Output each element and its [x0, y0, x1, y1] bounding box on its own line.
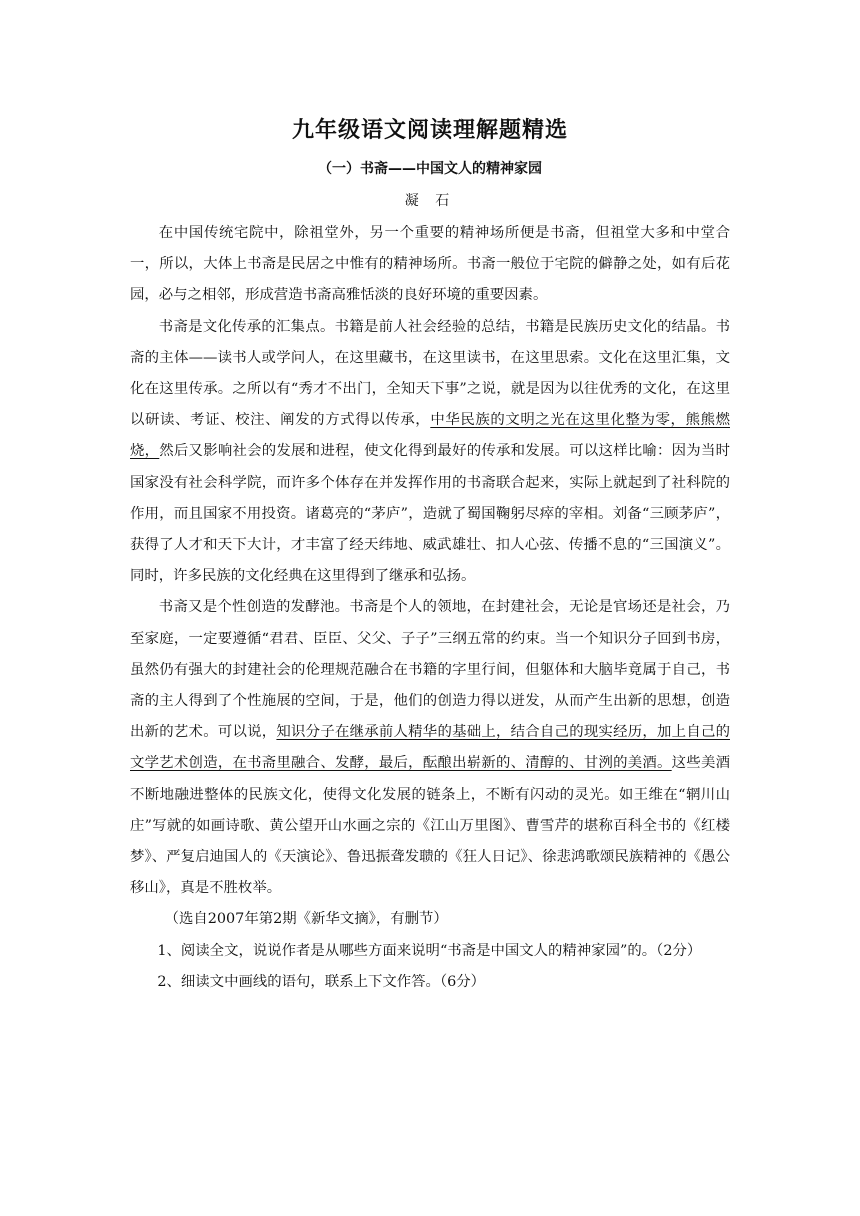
paragraph-1: 在中国传统宅院中，除祖堂外，另一个重要的精神场所便是书斋，但祖堂大多和中堂合一，所以，大体上书斋是民居之中惟有的精神场所。书斋一般位于宅院的僻静之处，如有后花园，必与之相邻，形成营造书斋高雅恬淡的良好环境的重要因素。	[130, 225, 730, 304]
source-note: （选自2007年第2期《新华文摘》，有删节）	[164, 911, 448, 928]
article-body	[130, 218, 730, 998]
paragraph-2-text-b: 然后又影响社会的发展和进程，使文化得到最好的传承和发展。可以这样比喻：因为当时国家没有社会科学院，而许多个体存在并发挥作用的书斋联合起来，实际上就起到了社科院的作用，而且国家不用投资。诸葛亮的“茅庐”，造就了蜀国鞠躬尽瘁的宰相。刘备“三顾茅庐”，获得了人才和天下大计，才丰富了经天纬地、威武雄壮、扣人心弦、传播不息的“三国演义”。同时，许多民族的文化经典在这里得到了继承和弘扬。	[130, 443, 730, 585]
paragraph-3-text-b: 这些美酒不断地融进整体的民族文化，使得文化发展的链条上，不断有闪动的灵光。如王维在“辋川山庄”写就的如画诗歌、黄公望开山水画之宗的《江山万里图》、曹雪芹的堪称百科全书的《红楼梦》、严复启迪国人的《天演论》、鲁迅振聋发聩的《狂人日记》、徐悲鸿歌颂民族精神的《愚公移山》，真是不胜枚举。	[130, 755, 730, 897]
question-1: 1、阅读全文，说说作者是从哪些方面来说明“书斋是中国文人的精神家园”的。（2分）	[157, 942, 702, 959]
paragraph-3-text-a: 书斋又是个性创造的发酵池。书斋是个人的领地，在封建社会，无论是官场还是社会，乃至家庭，一定要遵循“君君、臣臣、父父、子子”三纲五常的约束。当一个知识分子回到书房，虽然仍有强大的封建社会的伦理规范融合在书籍的字里行间，但躯体和大脑毕竟属于自己，书斋的主人得到了个性施展的空间，于是，他们的创造力得以迸发，从而产生出新的思想，创造出新的艺术。可以说，	[130, 599, 730, 741]
paragraph-2-text-a: 书斋是文化传承的汇集点。书籍是前人社会经验的总结，书籍是民族历史文化的结晶。书斋的主体——读书人或学问人，在这里藏书，在这里读书，在这里思索。文化在这里汇集，文化在这里传承。之所以有“秀才不出门，全知天下事”之说，就是因为以往优秀的文化，在这里以研读、考证、校注、阐发的方式得以传承，	[130, 318, 730, 429]
paragraph-2-underlined: 中华民族的文明之光在这里化整为零，熊熊燃烧，	[130, 412, 730, 460]
paragraph-3	[130, 592, 730, 904]
question-2: 2、细读文中画线的语句，联系上下文作答。（6分）	[157, 973, 486, 990]
document-title: 九年级语文阅读理解题精选	[291, 118, 568, 143]
article-subtitle: （一）书斋——中国文人的精神家园	[318, 161, 542, 177]
paragraph-2	[130, 312, 730, 593]
paragraph-3-underlined: 知识分子在继承前人精华的基础上，结合自己的现实经历，加上自己的文学艺术创造，在书斋里融合、发酵，最后，酝酿出崭新的、清醇的、甘洌的美酒。	[130, 724, 730, 772]
article-author: 凝 石	[404, 193, 456, 209]
